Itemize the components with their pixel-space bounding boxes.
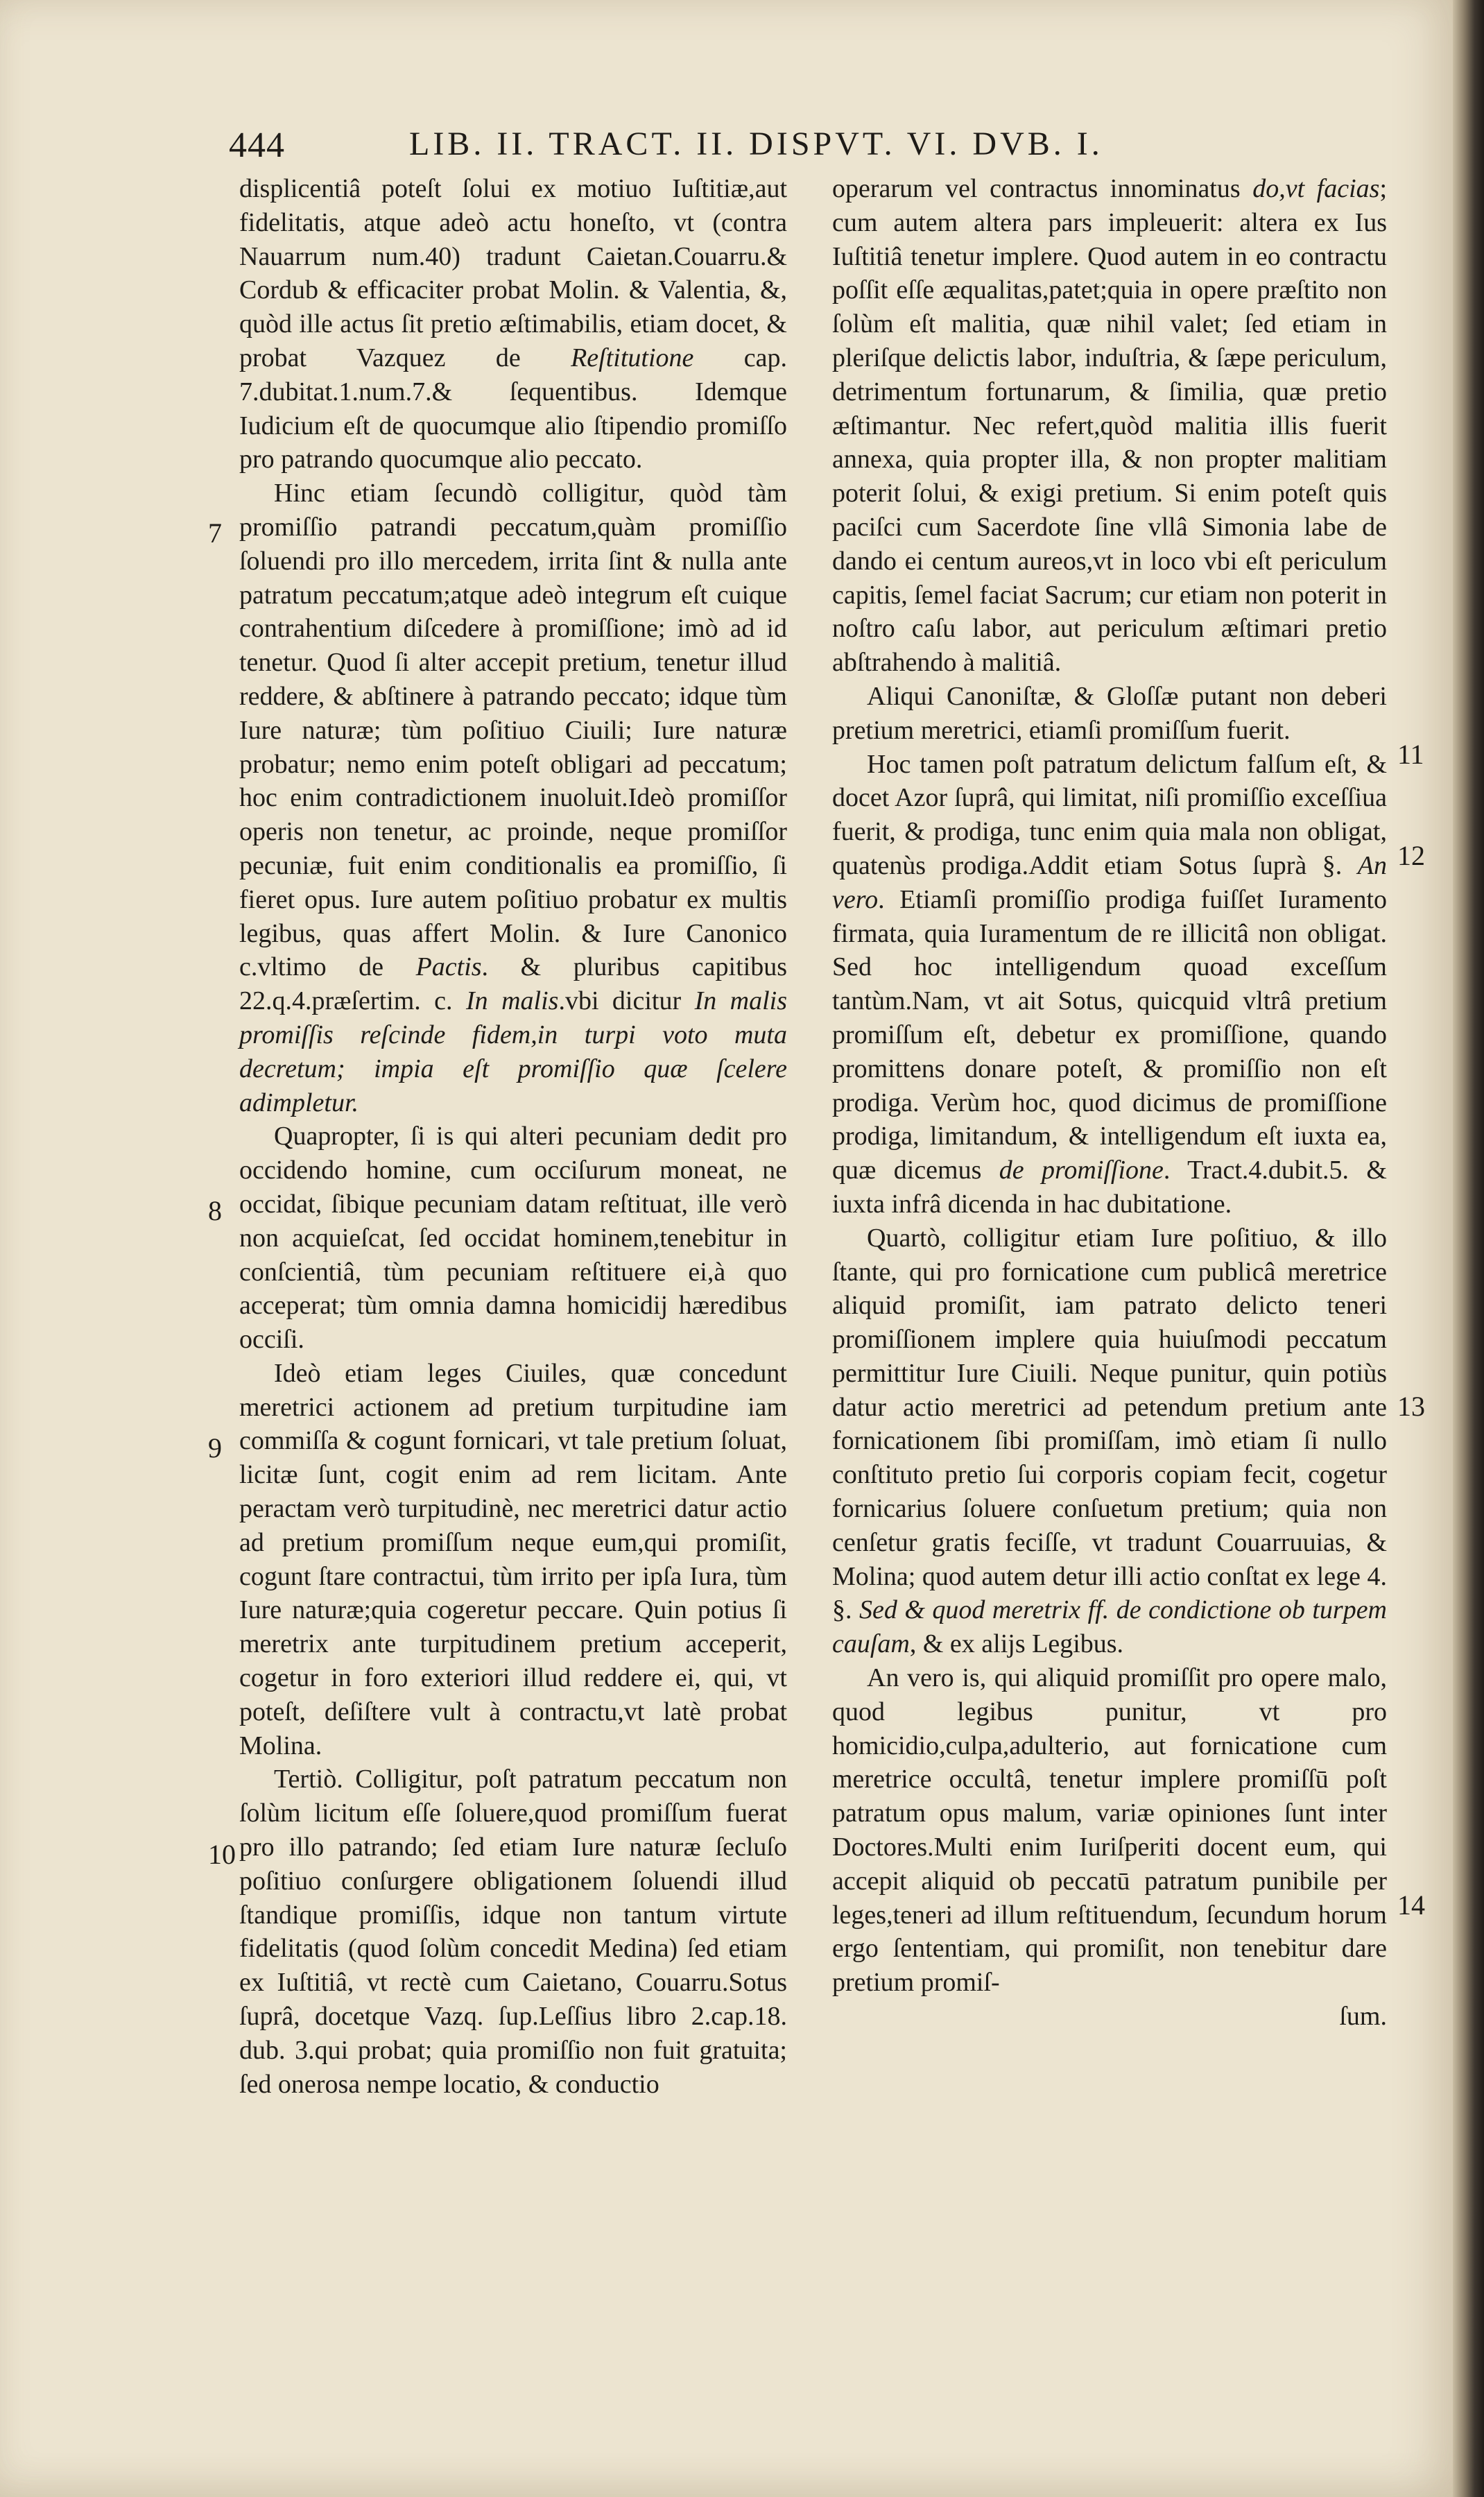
paragraph-continued-right: operarum vel contractus innominatus do,vt facias; cum autem altera pars impleuerit: altera ex Ius Iuſtitiâ tenetur implere. Quod autem in eo contractu poſſit eſſe æqualitas,patet;quia in opere præſtito non ſolùm eſt malitia, quæ nihil valet; ſed etiam in pleriſque delictis labor, induſtria, & ſæpe periculum, detrimentum fortunarum, & ſimilia, quæ pretio æſtimantur. Nec refert,quòd malitia illis fuerit annexa, quia propter illa, & non propter malitiam poterit ſolui, & exigi pretium. Si enim poteſt quis paciſci cum Sacerdote ſine vllâ Simonia labe de dando ei centum aureos,vt in loco vbi eſt periculum capitis, ſemel faciat Sacrum; cur etiam non poterit in noſtro caſu labor, aut periculum æſtimari pretio abſtrahendo à malitiâ. [832,174,1387,678]
margin-number-7: 7 [208,517,222,549]
page-header [229,118,1401,173]
paragraph-8: Quapropter, ſi is qui alteri pecuniam dedit pro occidendo homine, cum occiſurum moneat, ne occidat, ſibique pecuniam datam reſtituat, ille verò non acquieſcat, ſed occidat hominem,tenebitur in conſcientiâ, tùm pecuniam reſtituere ei,à quo acceperat; tùm omnia damna homicidij hæredibus occiſi. [239,1122,787,1355]
page-edge [1453,0,1484,2497]
paragraph-11: Aliqui Canoniſtæ, & Gloſſæ putant non deberi pretium meretrici, etiamſi promiſſum fuerit. [832,681,1387,745]
paragraph-13: Quartò, colligitur etiam Iure poſitiuo, & illo ſtante, qui pro fornicatione cum publicâ meretrice aliquid promiſit, iam patrato delicto teneri promiſſionem implere quia huiuſmodi peccatum permittitur Iure Ciuili. Neque punitur, quin potiùs datur actio meretrici ad petendum pretium ante fornicationem ſibi promiſſam, imò etiam ſi nullo conſtituto pretio ſui corporis copiam fecit, cogetur fornicarius ſoluere conſuetum pretium; quia non cenſetur gratis feciſſe, vt tradunt Couarruuias, & Molina; quod autem detur illi actio conſtat ex lege 4. §. Sed & quod meretrix ff. de condictione ob turpem cauſam, & ex alijs Legibus. [832,1223,1387,1659]
margin-number-14: 14 [1397,1889,1425,1921]
paragraph-12: Hoc tamen poſt patratum delictum falſum eſt, & docet Azor ſuprâ, qui limitat, niſi promiſſio exceſſiua fuerit, & prodiga, tunc enim quia mala non obligat, quatenùs prodiga.Addit etiam Sotus ſuprà §. An vero. Etiamſi promiſſio prodiga fuiſſet Iuramento firmata, quia Iuramentum de re illicitâ non obligat. Sed hoc intelligendum quoad exceſſum tantùm.Nam, vt ait Sotus, quicquid vltrâ pretium promiſſum eſt, debetur ex promiſſione, quando promittens donare poteſt, & promiſſio non eſt prodiga. Verùm hoc, quod dicimus de promiſſione prodiga, limitandum, & intelligendum eſt iuxta ea, quæ dicemus de promiſſione. Tract.4.dubit.5. & iuxta infrâ dicenda in hac dubitatione. [832,749,1387,1219]
margin-number-13: 13 [1397,1391,1425,1422]
paragraph-9: Ideò etiam leges Ciuiles, quæ concedunt meretrici actionem ad pretium turpitudine iam commiſſa & cogunt fornicari, vt tale pretium ſoluat, licitæ ſunt, cogit enim ad rem licitam. Ante peractam verò turpitudinè, nec meretrici datur actio ad pretium promiſſum neque eum,qui promiſit, cogunt ſtare contractui, tùm irrito per ipſa Iura, tùm Iure naturæ;quia cogeretur peccare. Quin potius ſi meretrix ante turpitudinem pretium acceperit, cogetur in foro exteriori illud reddere ei, qui, vt poteſt, deſiſtere vult à contractu,vt latè probat Molina. [239,1358,787,1760]
catchword: ſum. [1339,2002,1387,2032]
margin-number-8: 8 [208,1195,222,1226]
paragraph-10: Tertiò. Colligitur, poſt patratum peccatum non ſolùm licitum eſſe ſoluere,quod promiſſum fuerat pro illo patrando; ſed etiam Iure naturæ ſecluſo poſitiuo conſurgere obligationem ſoluendi illud ſtandique promiſſis, idque non tantum virtute fidelitatis (quod ſolùm concedit Medina) ſed etiam ex Iuſtitiâ, vt rectè cum Caietano, Couarru.Sotus ſuprâ, docetque Vazq. ſup.Leſſius libro 2.cap.18. dub. 3.qui probat; quia promiſſio non fuit gratuita; ſed onerosa nempe locatio, & conductio [239,1765,787,2099]
margin-number-12: 12 [1397,840,1425,871]
margin-number-11: 11 [1397,739,1424,770]
page-number: 444 [229,126,285,165]
margin-number-10: 10 [208,1839,236,1870]
left-column [239,172,787,2101]
paragraph-continued: displicentiâ poteſt ſolui ex motiuo Iuſtitiæ,aut fidelitatis, atque adeò actu honeſto, vt (contra Nauarrum num.40) tradunt Caietan.Couarru.& Cordub & efficaciter probat Molin. & Valentia, &, quòd ille actus ſit pretio æſtimabilis, etiam docet, & probat Vazquez de Reſtitutione cap. 7.dubitat.1.num.7.& ſequentibus. Idemque Iudicium eſt de quocumque alio ſtipendio promiſſo pro patrando quocumque alio peccato. [239,174,788,474]
paragraph-14: An vero is, qui aliquid promiſſit pro opere malo, quod legibus punitur, vt pro homicidio,culpa,adulterio, aut fornicatione cum meretrice occultâ, tenetur implere promiſſū poſt patratum opus malum, variæ opiniones ſunt inter Doctores.Multi enim Iuriſperiti docent eum, qui accepit aliquid ob peccatū patratum punibile per leges,teneri ad illum reſtituendum, ſecundum horum ergo ſententiam, qui promiſit, non tenebitur dare pretium promiſ- [832,1663,1387,1998]
running-title: LIB. II. TRACT. II. DISPVT. VI. DVB. I. [409,126,1103,162]
paragraph-7: Hinc etiam ſecundò colligitur, quòd tàm promiſſio patrandi peccatum,quàm promiſſio ſoluendi pro illo mercedem, irrita ſint & nulla ante patratum peccatum;atque adeò integrum eſt cuique contrahentium diſcedere à promiſſione; imò ad id tenetur. Quod ſi alter accepit pretium, tenetur illud reddere, & abſtinere à patrando peccato; idque tùm Iure naturæ; tùm poſitiuo Ciuili; Iure naturæ probatur; nemo enim poteſt obligari ad peccatum; hoc enim contradictionem inuoluit.Ideò promiſſor operis non tenetur, ac proinde, neque promiſſor pecuniæ, fuit enim conditionalis ea promiſſio, ſi fieret opus. Iure autem poſitiuo probatur ex multis legibus, quas affert Molin. & Iure Canonico c.vltimo de Pactis. & pluribus capitibus 22.q.4.præſertim. c. In malis.vbi dicitur In malis promiſſis reſcinde fidem,in turpi voto muta decretum; impia eſt promiſſio quæ ſcelere adimpletur. [239,479,787,1117]
right-column [832,172,1387,2034]
margin-number-9: 9 [208,1432,222,1464]
